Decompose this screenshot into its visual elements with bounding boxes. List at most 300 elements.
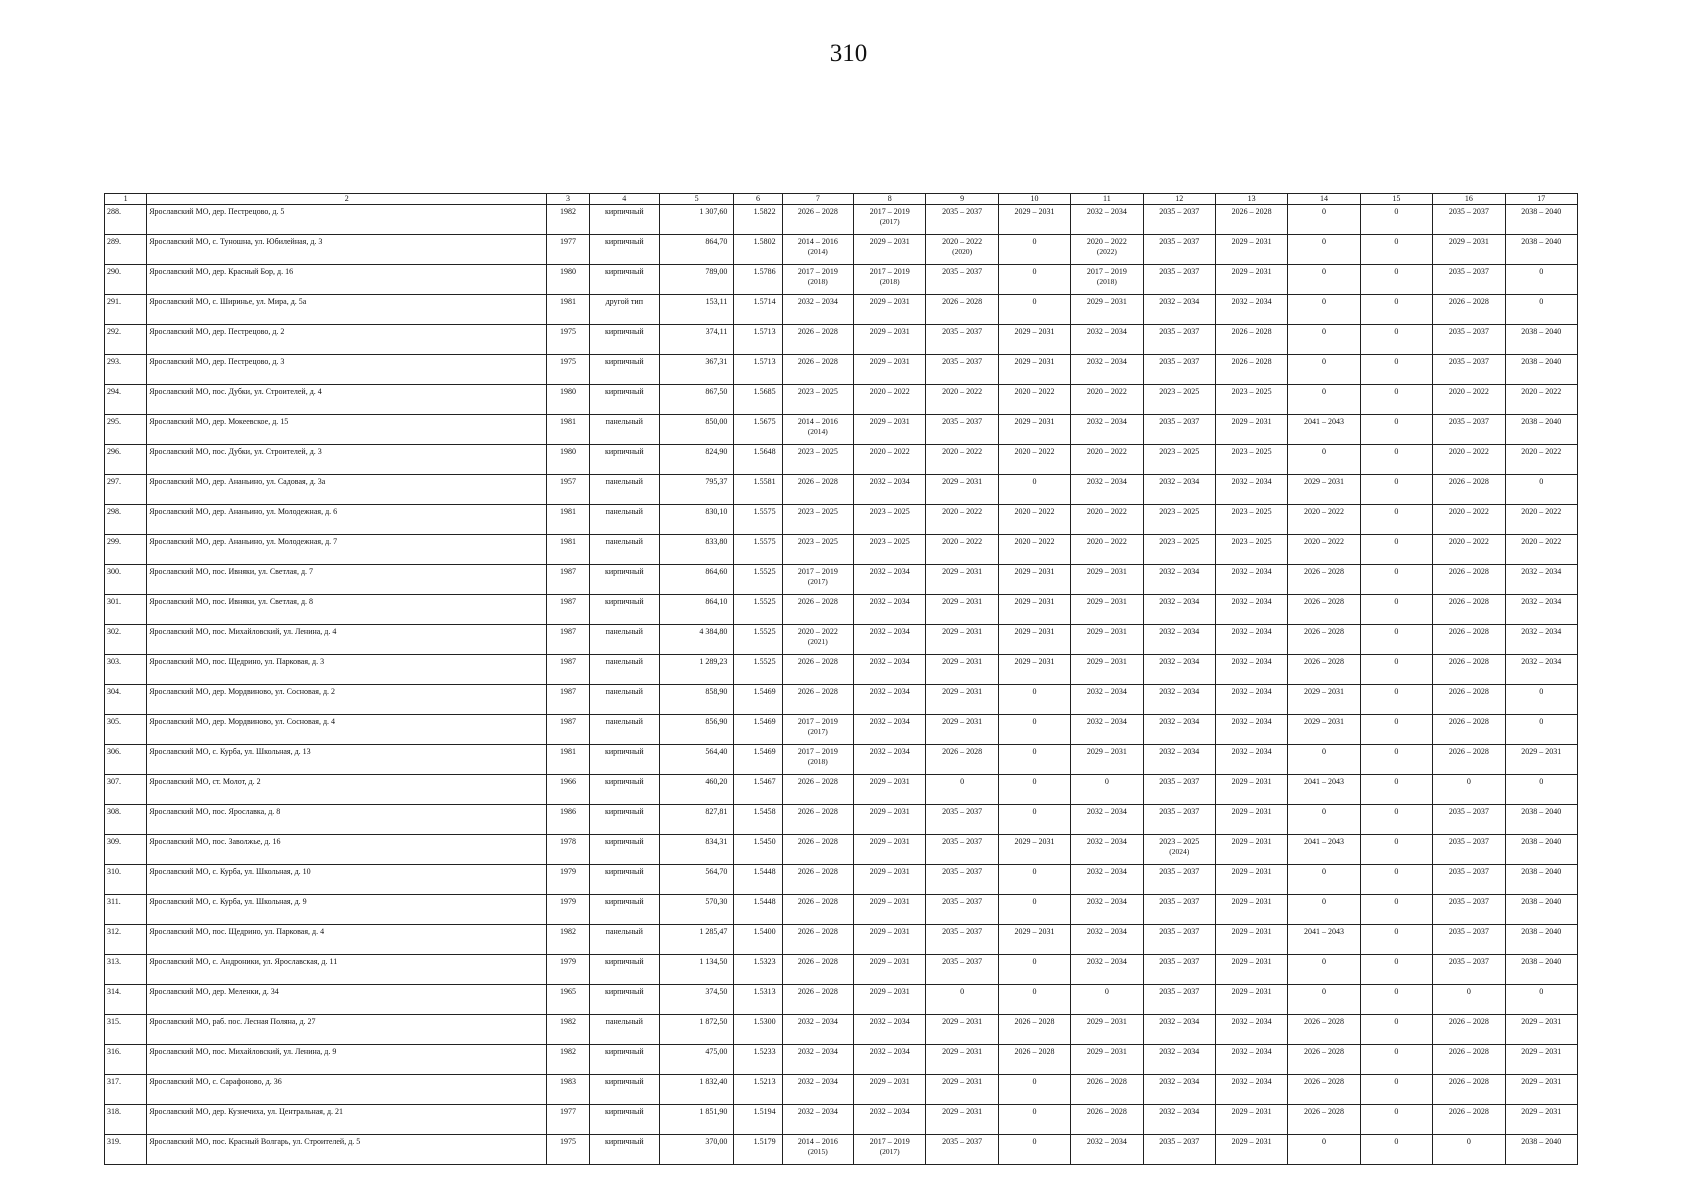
period-col-14: 2026 – 2028 (1288, 565, 1360, 595)
table-row (105, 805, 1578, 835)
address: Ярославский МО, дер. Кузнечиха, ул. Центральная, д. 21 (147, 1105, 547, 1135)
period-col-10: 0 (998, 685, 1070, 715)
period-col-11: 2026 – 2028 (1071, 1075, 1143, 1105)
period-col-10: 0 (998, 295, 1070, 325)
area: 475,00 (659, 1045, 733, 1075)
period-col-13: 2023 – 2025 (1215, 445, 1287, 475)
period-col-10: 2029 – 2031 (998, 655, 1070, 685)
index: 1.5525 (734, 565, 782, 595)
wall-material: панельный (589, 415, 659, 445)
period-col-10: 2026 – 2028 (998, 1045, 1070, 1075)
wall-material: кирпичный (589, 775, 659, 805)
wall-material: кирпичный (589, 745, 659, 775)
row-number: 291. (105, 295, 147, 325)
year-built: 1979 (547, 955, 589, 985)
period-col-9: 2029 – 2031 (926, 565, 998, 595)
address: Ярославский МО, дер. Ананьино, ул. Садовая, д. 3а (147, 475, 547, 505)
period-col-15: 0 (1360, 925, 1432, 955)
index: 1.5300 (734, 1015, 782, 1045)
column-number-1: 1 (105, 194, 147, 205)
period-col-12: 2035 – 2037 (1143, 805, 1215, 835)
row-number: 305. (105, 715, 147, 745)
period-col-8: 2032 – 2034 (854, 1045, 926, 1075)
period-col-8: 2017 – 2019 (2017) (854, 205, 926, 235)
period-col-13: 2032 – 2034 (1215, 745, 1287, 775)
address: Ярославский МО, с. Туношна, ул. Юбилейная, д. 3 (147, 235, 547, 265)
table-row (105, 265, 1578, 295)
period-col-17: 0 (1505, 475, 1577, 505)
wall-material: панельный (589, 625, 659, 655)
period-col-13: 2029 – 2031 (1215, 235, 1287, 265)
area: 795,37 (659, 475, 733, 505)
year-built: 1987 (547, 565, 589, 595)
period-col-11: 2029 – 2031 (1071, 295, 1143, 325)
period-col-7: 2023 – 2025 (782, 535, 853, 565)
index: 1.5213 (734, 1075, 782, 1105)
column-number-11: 11 (1071, 194, 1143, 205)
row-number: 288. (105, 205, 147, 235)
period-col-9: 2029 – 2031 (926, 475, 998, 505)
period-col-12: 2023 – 2025 (1143, 535, 1215, 565)
table-row (105, 325, 1578, 355)
period-col-13: 2026 – 2028 (1215, 205, 1287, 235)
period-col-9: 2020 – 2022 (926, 445, 998, 475)
period-col-7: 2026 – 2028 (782, 955, 853, 985)
period-col-14: 0 (1288, 1135, 1360, 1165)
period-col-7: 2017 – 2019 (2017) (782, 565, 853, 595)
period-col-16: 2035 – 2037 (1433, 835, 1505, 865)
area: 1 307,60 (659, 205, 733, 235)
period-col-7: 2014 – 2016 (2014) (782, 235, 853, 265)
row-number: 316. (105, 1045, 147, 1075)
column-number-10: 10 (998, 194, 1070, 205)
period-col-8: 2023 – 2025 (854, 505, 926, 535)
year-built: 1975 (547, 1135, 589, 1165)
wall-material: кирпичный (589, 1045, 659, 1075)
period-col-8: 2017 – 2019 (2017) (854, 1135, 926, 1165)
address: Ярославский МО, пос. Ивняки, ул. Светлая, д. 7 (147, 565, 547, 595)
area: 4 384,80 (659, 625, 733, 655)
period-col-9: 2035 – 2037 (926, 835, 998, 865)
period-col-8: 2032 – 2034 (854, 475, 926, 505)
period-col-12: 2035 – 2037 (1143, 865, 1215, 895)
period-col-7: 2026 – 2028 (782, 355, 853, 385)
period-col-7: 2026 – 2028 (782, 775, 853, 805)
period-col-13: 2029 – 2031 (1215, 415, 1287, 445)
period-col-15: 0 (1360, 205, 1432, 235)
year-built: 1980 (547, 265, 589, 295)
row-number: 294. (105, 385, 147, 415)
period-col-11: 2032 – 2034 (1071, 865, 1143, 895)
area: 867,50 (659, 385, 733, 415)
index: 1.5448 (734, 895, 782, 925)
address: Ярославский МО, дер. Мордвиново, ул. Сосновая, д. 2 (147, 685, 547, 715)
row-number: 292. (105, 325, 147, 355)
period-col-11: 2029 – 2031 (1071, 1015, 1143, 1045)
period-col-7: 2026 – 2028 (782, 835, 853, 865)
period-col-8: 2017 – 2019 (2018) (854, 265, 926, 295)
column-number-17: 17 (1505, 194, 1577, 205)
year-built: 1957 (547, 475, 589, 505)
period-col-7: 2017 – 2019 (2018) (782, 745, 853, 775)
year-built: 1982 (547, 925, 589, 955)
period-col-17: 2032 – 2034 (1505, 655, 1577, 685)
table-row (105, 1135, 1578, 1165)
period-col-16: 0 (1433, 775, 1505, 805)
table-row (105, 295, 1578, 325)
period-col-17: 2038 – 2040 (1505, 955, 1577, 985)
period-col-16: 2026 – 2028 (1433, 565, 1505, 595)
period-col-8: 2029 – 2031 (854, 1075, 926, 1105)
period-col-7: 2017 – 2019 (2018) (782, 265, 853, 295)
period-col-11: 2017 – 2019 (2018) (1071, 265, 1143, 295)
period-col-12: 2032 – 2034 (1143, 685, 1215, 715)
period-col-15: 0 (1360, 745, 1432, 775)
period-col-9: 2035 – 2037 (926, 265, 998, 295)
row-number: 308. (105, 805, 147, 835)
period-col-10: 2029 – 2031 (998, 625, 1070, 655)
period-col-16: 2026 – 2028 (1433, 715, 1505, 745)
period-col-17: 2029 – 2031 (1505, 1015, 1577, 1045)
period-col-7: 2026 – 2028 (782, 205, 853, 235)
column-number-16: 16 (1433, 194, 1505, 205)
address: Ярославский МО, дер. Ананьино, ул. Молодежная, д. 7 (147, 535, 547, 565)
year-built: 1980 (547, 385, 589, 415)
period-col-14: 2026 – 2028 (1288, 1045, 1360, 1075)
period-col-7: 2026 – 2028 (782, 865, 853, 895)
year-built: 1982 (547, 205, 589, 235)
period-col-11: 2029 – 2031 (1071, 625, 1143, 655)
year-built: 1987 (547, 595, 589, 625)
period-col-17: 0 (1505, 265, 1577, 295)
period-col-17: 2020 – 2022 (1505, 535, 1577, 565)
period-col-10: 2020 – 2022 (998, 385, 1070, 415)
area: 153,11 (659, 295, 733, 325)
period-col-14: 2041 – 2043 (1288, 415, 1360, 445)
period-col-15: 0 (1360, 625, 1432, 655)
period-col-16: 0 (1433, 985, 1505, 1015)
row-number: 311. (105, 895, 147, 925)
period-col-9: 2035 – 2037 (926, 325, 998, 355)
period-col-15: 0 (1360, 655, 1432, 685)
period-col-7: 2026 – 2028 (782, 925, 853, 955)
period-col-11: 2032 – 2034 (1071, 715, 1143, 745)
index: 1.5802 (734, 235, 782, 265)
area: 374,50 (659, 985, 733, 1015)
area: 564,70 (659, 865, 733, 895)
wall-material: панельный (589, 925, 659, 955)
address: Ярославский МО, пос. Заволжье, д. 16 (147, 835, 547, 865)
period-col-8: 2029 – 2031 (854, 235, 926, 265)
period-col-11: 2032 – 2034 (1071, 355, 1143, 385)
period-col-14: 2020 – 2022 (1288, 535, 1360, 565)
area: 370,00 (659, 1135, 733, 1165)
period-col-14: 2029 – 2031 (1288, 715, 1360, 745)
year-built: 1977 (547, 1105, 589, 1135)
year-built: 1981 (547, 535, 589, 565)
wall-material: кирпичный (589, 865, 659, 895)
period-col-7: 2032 – 2034 (782, 1015, 853, 1045)
table-row (105, 1075, 1578, 1105)
period-col-15: 0 (1360, 235, 1432, 265)
period-col-8: 2032 – 2034 (854, 745, 926, 775)
table-row (105, 205, 1578, 235)
wall-material: кирпичный (589, 1075, 659, 1105)
period-col-16: 2026 – 2028 (1433, 655, 1505, 685)
wall-material: кирпичный (589, 805, 659, 835)
row-number: 304. (105, 685, 147, 715)
period-col-7: 2026 – 2028 (782, 475, 853, 505)
index: 1.5313 (734, 985, 782, 1015)
period-col-12: 2032 – 2034 (1143, 565, 1215, 595)
period-col-17: 2038 – 2040 (1505, 805, 1577, 835)
table-row (105, 1015, 1578, 1045)
period-col-9: 0 (926, 985, 998, 1015)
period-col-17: 2020 – 2022 (1505, 445, 1577, 475)
period-col-16: 2020 – 2022 (1433, 535, 1505, 565)
period-col-7: 2020 – 2022 (2021) (782, 625, 853, 655)
table-row (105, 775, 1578, 805)
period-col-12: 2035 – 2037 (1143, 235, 1215, 265)
period-col-14: 0 (1288, 205, 1360, 235)
period-col-10: 2029 – 2031 (998, 355, 1070, 385)
period-col-9: 2035 – 2037 (926, 355, 998, 385)
period-col-15: 0 (1360, 895, 1432, 925)
period-col-7: 2017 – 2019 (2017) (782, 715, 853, 745)
period-col-10: 2020 – 2022 (998, 535, 1070, 565)
wall-material: кирпичный (589, 1135, 659, 1165)
period-col-13: 2029 – 2031 (1215, 865, 1287, 895)
address: Ярославский МО, дер. Пестрецово, д. 5 (147, 205, 547, 235)
period-col-13: 2032 – 2034 (1215, 295, 1287, 325)
period-col-9: 2026 – 2028 (926, 745, 998, 775)
year-built: 1982 (547, 1045, 589, 1075)
period-col-16: 2026 – 2028 (1433, 1015, 1505, 1045)
period-col-8: 2020 – 2022 (854, 385, 926, 415)
period-col-10: 2029 – 2031 (998, 925, 1070, 955)
index: 1.5467 (734, 775, 782, 805)
row-number: 298. (105, 505, 147, 535)
period-col-16: 2035 – 2037 (1433, 415, 1505, 445)
period-col-12: 2023 – 2025 (2024) (1143, 835, 1215, 865)
period-col-11: 2029 – 2031 (1071, 655, 1143, 685)
period-col-9: 2029 – 2031 (926, 1045, 998, 1075)
period-col-9: 2029 – 2031 (926, 685, 998, 715)
period-col-9: 2020 – 2022 (2020) (926, 235, 998, 265)
period-col-12: 2023 – 2025 (1143, 385, 1215, 415)
row-number: 317. (105, 1075, 147, 1105)
index: 1.5713 (734, 355, 782, 385)
period-col-9: 2035 – 2037 (926, 1135, 998, 1165)
year-built: 1986 (547, 805, 589, 835)
row-number: 303. (105, 655, 147, 685)
period-col-10: 0 (998, 775, 1070, 805)
period-col-9: 2035 – 2037 (926, 865, 998, 895)
address: Ярославский МО, дер. Ананьино, ул. Молодежная, д. 6 (147, 505, 547, 535)
period-col-12: 2023 – 2025 (1143, 445, 1215, 475)
period-col-11: 2029 – 2031 (1071, 595, 1143, 625)
column-number-8: 8 (854, 194, 926, 205)
period-col-15: 0 (1360, 1105, 1432, 1135)
index: 1.5714 (734, 295, 782, 325)
period-col-14: 0 (1288, 295, 1360, 325)
index: 1.5525 (734, 625, 782, 655)
period-col-12: 2035 – 2037 (1143, 265, 1215, 295)
period-col-12: 2035 – 2037 (1143, 955, 1215, 985)
period-col-11: 2032 – 2034 (1071, 685, 1143, 715)
period-col-9: 2029 – 2031 (926, 595, 998, 625)
period-col-17: 2020 – 2022 (1505, 385, 1577, 415)
table-row (105, 625, 1578, 655)
period-col-9: 2035 – 2037 (926, 955, 998, 985)
period-col-12: 2032 – 2034 (1143, 1075, 1215, 1105)
column-number-3: 3 (547, 194, 589, 205)
table-row (105, 535, 1578, 565)
period-col-17: 2038 – 2040 (1505, 325, 1577, 355)
period-col-12: 2032 – 2034 (1143, 1105, 1215, 1135)
area: 367,31 (659, 355, 733, 385)
table-row (105, 655, 1578, 685)
period-col-11: 2020 – 2022 (1071, 385, 1143, 415)
period-col-12: 2035 – 2037 (1143, 205, 1215, 235)
period-col-8: 2032 – 2034 (854, 625, 926, 655)
period-col-15: 0 (1360, 1075, 1432, 1105)
period-col-10: 0 (998, 745, 1070, 775)
period-col-12: 2035 – 2037 (1143, 355, 1215, 385)
year-built: 1981 (547, 415, 589, 445)
area: 570,30 (659, 895, 733, 925)
period-col-17: 2020 – 2022 (1505, 505, 1577, 535)
period-col-16: 2035 – 2037 (1433, 355, 1505, 385)
period-col-16: 2035 – 2037 (1433, 895, 1505, 925)
row-number: 309. (105, 835, 147, 865)
period-col-10: 0 (998, 265, 1070, 295)
area: 856,90 (659, 715, 733, 745)
period-col-15: 0 (1360, 415, 1432, 445)
period-col-14: 0 (1288, 865, 1360, 895)
index: 1.5675 (734, 415, 782, 445)
period-col-17: 2029 – 2031 (1505, 1105, 1577, 1135)
period-col-13: 2029 – 2031 (1215, 955, 1287, 985)
period-col-14: 2020 – 2022 (1288, 505, 1360, 535)
area: 1 832,40 (659, 1075, 733, 1105)
area: 374,11 (659, 325, 733, 355)
period-col-14: 2041 – 2043 (1288, 775, 1360, 805)
year-built: 1983 (547, 1075, 589, 1105)
period-col-8: 2029 – 2031 (854, 985, 926, 1015)
area: 833,80 (659, 535, 733, 565)
index: 1.5581 (734, 475, 782, 505)
row-number: 289. (105, 235, 147, 265)
period-col-11: 2029 – 2031 (1071, 565, 1143, 595)
period-col-8: 2023 – 2025 (854, 535, 926, 565)
table-row (105, 685, 1578, 715)
table-row (105, 445, 1578, 475)
column-number-4: 4 (589, 194, 659, 205)
period-col-16: 2026 – 2028 (1433, 685, 1505, 715)
period-col-11: 2032 – 2034 (1071, 835, 1143, 865)
period-col-15: 0 (1360, 535, 1432, 565)
period-col-9: 2020 – 2022 (926, 535, 998, 565)
index: 1.5685 (734, 385, 782, 415)
period-col-13: 2029 – 2031 (1215, 895, 1287, 925)
period-col-8: 2032 – 2034 (854, 1015, 926, 1045)
period-col-10: 0 (998, 955, 1070, 985)
period-col-13: 2032 – 2034 (1215, 1075, 1287, 1105)
column-number-15: 15 (1360, 194, 1432, 205)
period-col-11: 2032 – 2034 (1071, 955, 1143, 985)
housing-register-table (104, 193, 1578, 1165)
row-number: 315. (105, 1015, 147, 1045)
period-col-8: 2032 – 2034 (854, 685, 926, 715)
period-col-8: 2029 – 2031 (854, 775, 926, 805)
address: Ярославский МО, дер. Меленки, д. 34 (147, 985, 547, 1015)
address: Ярославский МО, с. Курба, ул. Школьная, д. 10 (147, 865, 547, 895)
period-col-15: 0 (1360, 1045, 1432, 1075)
period-col-14: 0 (1288, 445, 1360, 475)
wall-material: панельный (589, 685, 659, 715)
period-col-7: 2032 – 2034 (782, 295, 853, 325)
table-row (105, 505, 1578, 535)
period-col-15: 0 (1360, 565, 1432, 595)
address: Ярославский МО, пос. Михайловский, ул. Ленина, д. 9 (147, 1045, 547, 1075)
period-col-14: 0 (1288, 235, 1360, 265)
wall-material: другой тип (589, 295, 659, 325)
row-number: 296. (105, 445, 147, 475)
column-number-6: 6 (734, 194, 782, 205)
area: 1 872,50 (659, 1015, 733, 1045)
area: 850,00 (659, 415, 733, 445)
row-number: 293. (105, 355, 147, 385)
period-col-12: 2032 – 2034 (1143, 655, 1215, 685)
period-col-14: 2026 – 2028 (1288, 625, 1360, 655)
period-col-12: 2032 – 2034 (1143, 625, 1215, 655)
year-built: 1982 (547, 1015, 589, 1045)
period-col-11: 2032 – 2034 (1071, 895, 1143, 925)
period-col-8: 2032 – 2034 (854, 1105, 926, 1135)
period-col-11: 2029 – 2031 (1071, 745, 1143, 775)
period-col-12: 2035 – 2037 (1143, 1135, 1215, 1165)
period-col-7: 2026 – 2028 (782, 895, 853, 925)
wall-material: кирпичный (589, 445, 659, 475)
column-number-5: 5 (659, 194, 733, 205)
period-col-10: 2029 – 2031 (998, 835, 1070, 865)
period-col-8: 2029 – 2031 (854, 835, 926, 865)
period-col-7: 2026 – 2028 (782, 325, 853, 355)
period-col-13: 2029 – 2031 (1215, 805, 1287, 835)
period-col-10: 0 (998, 1135, 1070, 1165)
table-row (105, 865, 1578, 895)
period-col-17: 2038 – 2040 (1505, 205, 1577, 235)
period-col-13: 2023 – 2025 (1215, 385, 1287, 415)
period-col-13: 2023 – 2025 (1215, 535, 1287, 565)
period-col-13: 2032 – 2034 (1215, 475, 1287, 505)
wall-material: кирпичный (589, 985, 659, 1015)
table-row (105, 355, 1578, 385)
area: 1 851,90 (659, 1105, 733, 1135)
period-col-9: 2020 – 2022 (926, 505, 998, 535)
period-col-13: 2032 – 2034 (1215, 685, 1287, 715)
period-col-8: 2032 – 2034 (854, 565, 926, 595)
year-built: 1981 (547, 505, 589, 535)
period-col-8: 2032 – 2034 (854, 715, 926, 745)
wall-material: кирпичный (589, 385, 659, 415)
period-col-15: 0 (1360, 835, 1432, 865)
period-col-17: 2029 – 2031 (1505, 1045, 1577, 1075)
year-built: 1979 (547, 865, 589, 895)
address: Ярославский МО, пос. Щедрино, ул. Парковая, д. 4 (147, 925, 547, 955)
period-col-12: 2032 – 2034 (1143, 745, 1215, 775)
